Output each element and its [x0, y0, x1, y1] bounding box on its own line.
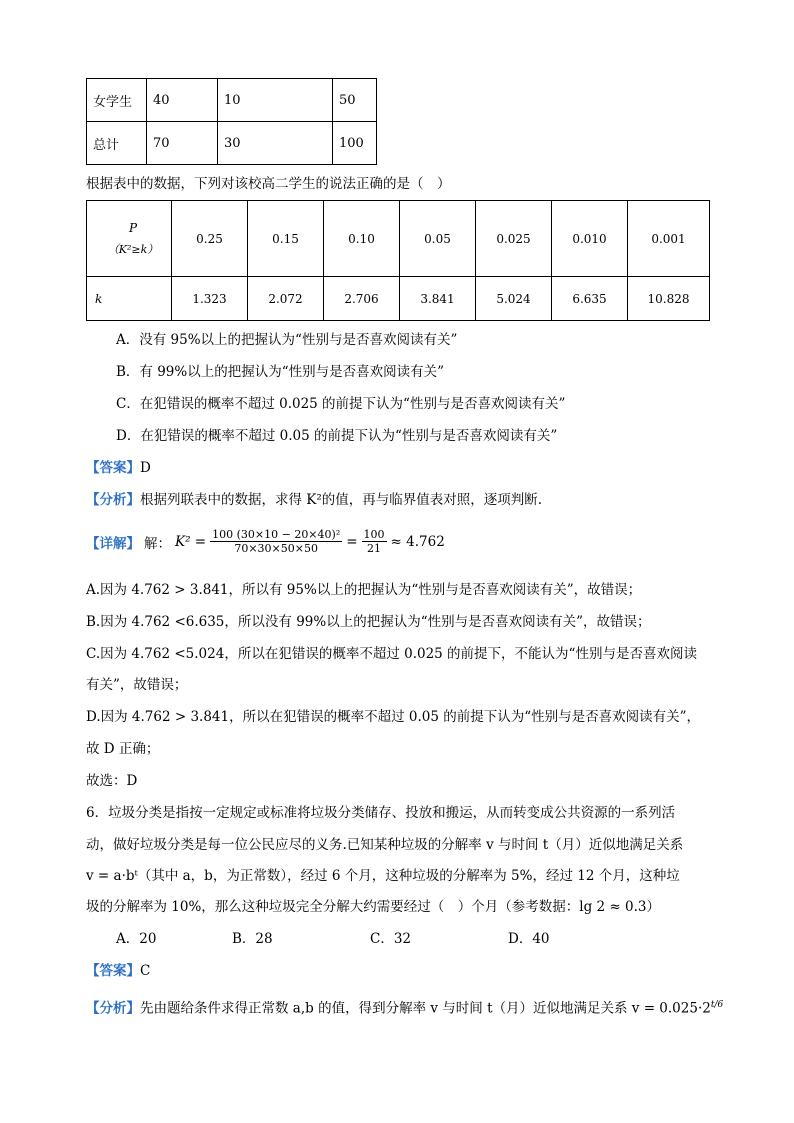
q6-answer-line — [86, 961, 150, 981]
table-cell: 50 — [333, 79, 377, 122]
q6-option-d: D．40 — [508, 931, 550, 947]
table-cell: 70 — [147, 122, 218, 165]
answer-line — [86, 458, 151, 478]
p-header-cell — [87, 201, 172, 277]
row-label: 女学生 — [87, 79, 147, 122]
table-cell: 0.25 — [172, 201, 248, 277]
option-a: A．没有 95%以上的把握认为“性别与是否喜欢阅读有关” — [116, 332, 458, 348]
answer-tag: 【答案】 — [86, 460, 140, 476]
table-cell: 3.841 — [400, 277, 476, 321]
formula-fraction — [210, 528, 342, 555]
choose-line: 故选：D — [86, 773, 138, 789]
table-cell: 1.323 — [172, 277, 248, 321]
table-row — [87, 277, 710, 321]
option-c: C．在犯错误的概率不超过 0.025 的前提下认为“性别与是否喜欢阅读有关” — [116, 396, 566, 412]
answer-value: D — [140, 460, 151, 476]
q6-analysis-line — [86, 995, 723, 1019]
analysis-line — [86, 490, 542, 510]
table-cell: 0.025 — [476, 201, 552, 277]
critical-value-table — [86, 200, 710, 321]
p-header: P — [128, 220, 138, 235]
table-cell: 0.10 — [324, 201, 400, 277]
q6-line-1: 6．垃圾分类是指按一定规定或标准将垃圾分类储存、投放和搬运，从而转变成公共资源的一系列活 — [86, 805, 676, 821]
detail-a: A.因为 4.762 > 3.841，所以有 95%以上的把握认为“性别与是否喜欢阅读有关”，故错误； — [86, 582, 642, 598]
table-row — [87, 201, 710, 277]
table-row — [87, 122, 377, 165]
detail-tag: 【详解】 — [86, 535, 140, 552]
detail-formula — [86, 528, 445, 555]
option-b: B．有 99%以上的把握认为“性别与是否喜欢阅读有关” — [116, 364, 445, 380]
k2-label: K² = — [175, 533, 207, 550]
fraction-numerator: 100 — [363, 528, 385, 541]
table-cell: 100 — [333, 122, 377, 165]
table-cell: 10 — [218, 79, 333, 122]
p-condition: （K²≥k） — [107, 242, 159, 256]
approx-value: ≈ 4.762 — [390, 533, 445, 550]
analysis-tag: 【分析】 — [86, 1000, 140, 1017]
row-label: 总计 — [87, 122, 147, 165]
fraction-numerator: 100 (30×10 − 20×40)² — [212, 528, 341, 541]
table-cell: 30 — [218, 122, 333, 165]
answer-tag: 【答案】 — [86, 963, 140, 979]
table-cell: 2.072 — [248, 277, 324, 321]
answer-value: C — [140, 963, 151, 979]
q6-line-2: 动，做好垃圾分类是每一位公民应尽的义务.已知某种垃圾的分解率 v 与时间 t（月）近似地满足关系 — [86, 837, 684, 853]
option-d: D．在犯错误的概率不超过 0.05 的前提下认为“性别与是否喜欢阅读有关” — [116, 428, 558, 444]
q6-line-4: 圾的分解率为 10%，那么这种垃圾完全分解大约需要经过（ ）个月（参考数据：lg 2 ≈ 0.3） — [86, 899, 660, 915]
detail-c: C.因为 4.762 <5.024，所以在犯错误的概率不超过 0.025 的前提下，不能认为“性别与是否喜欢阅读 — [86, 646, 697, 662]
table-cell: 0.001 — [628, 201, 710, 277]
question-text: 根据表中的数据，下列对该校高二学生的说法正确的是（ ） — [86, 176, 451, 192]
table-cell: 10.828 — [628, 277, 710, 321]
equals-sign: = — [346, 533, 358, 550]
q6-option-b: B．28 — [232, 931, 273, 947]
table-row — [87, 79, 377, 122]
table-cell: 5.024 — [476, 277, 552, 321]
k-label: k — [87, 277, 172, 321]
table-cell: 0.15 — [248, 201, 324, 277]
table-cell: 6.635 — [552, 277, 628, 321]
contingency-table — [86, 78, 377, 165]
detail-prefix: 解： — [144, 535, 171, 552]
detail-d: D.因为 4.762 > 3.841，所以在犯错误的概率不超过 0.05 的前提下认为“性别与是否喜欢阅读有关”， — [86, 709, 701, 725]
analysis-tag: 【分析】 — [86, 492, 140, 508]
exponent-fraction: t/6 — [710, 1000, 724, 1010]
analysis-text: 先由题给条件求得正常数 a,b 的值，得到分解率 v 与时间 t（月）近似地满足关系 v = 0.025·2 — [140, 1000, 711, 1017]
table-cell: 2.706 — [324, 277, 400, 321]
fraction-denominator: 70×30×50×50 — [234, 542, 318, 555]
table-cell: 40 — [147, 79, 218, 122]
detail-c-cont: 有关”，故错误； — [86, 677, 188, 693]
table-cell: 0.010 — [552, 201, 628, 277]
q6-option-c: C．32 — [370, 931, 412, 947]
result-fraction — [362, 528, 387, 555]
detail-d-cont: 故 D 正确； — [86, 741, 160, 757]
analysis-text: 根据列联表中的数据，求得 K²的值，再与临界值表对照，逐项判断. — [140, 492, 543, 508]
fraction-denominator: 21 — [367, 542, 382, 555]
detail-b: B.因为 4.762 <6.635，所以没有 99%以上的把握认为“性别与是否喜欢阅读有关”，故错误； — [86, 614, 651, 630]
q6-option-a: A．20 — [116, 931, 157, 947]
table-cell: 0.05 — [400, 201, 476, 277]
q6-line-3: v = a·bᵗ（其中 a，b，为正常数），经过 6 个月，这种垃圾的分解率为 5%，经过 12 个月，这种垃 — [86, 868, 680, 884]
